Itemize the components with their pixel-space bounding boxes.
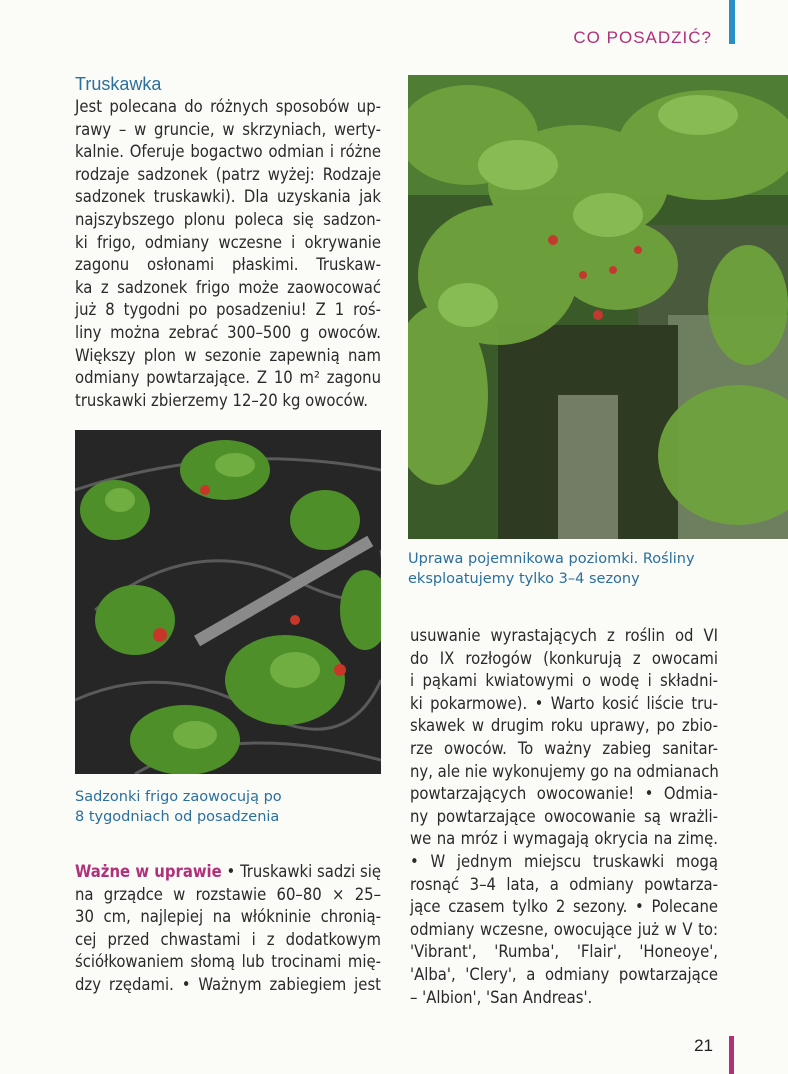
care-line: i pąkami kwiatowymi o wodę i składni- (410, 671, 718, 691)
care-lead: Ważne w uprawie (75, 862, 222, 881)
care-line-fragment: • Truskawki sadzi się (221, 862, 381, 881)
care-line: rze owoców. To ważny zabieg sanitar- (410, 738, 718, 758)
intro-line: odmiany powtarzające. Z 10 m² zagonu (75, 368, 381, 388)
care-line: ny powtarzające owocowanie są wrażli- (410, 806, 718, 826)
care-line: rosnąć 3–4 lata, a odmiany powtarza- (410, 874, 718, 894)
intro-line: Większy plon w sezonie zapewnią nam (75, 345, 381, 365)
care-line: jące czasem tylko 2 sezony. • Polecane (410, 897, 718, 917)
page-number: 21 (694, 1036, 713, 1055)
intro-line: ki frigo, odmiany wczesne i okrywanie (75, 232, 381, 252)
care-line: usuwanie wyrastających z roślin od VI (410, 626, 718, 645)
intro-line: zagonu osłonami płaskimi. Truskaw- (75, 255, 381, 275)
caption-line: eksploatujemy tylko 3–4 sezony (408, 570, 640, 587)
care-text-left (75, 861, 381, 997)
section-label: CO POSADZIĆ? (573, 28, 712, 47)
intro-line: truskawki zbierzemy 12–20 kg owoców. (75, 390, 369, 410)
intro-line: Jest polecana do różnych sposobów up- (75, 97, 381, 116)
intro-line: ka z sadzonek frigo może zaowocować (75, 277, 381, 297)
intro-text (75, 96, 381, 412)
care-line: 'Alba', 'Clery', a odmiany powtarzające (410, 964, 718, 984)
page-accent-bar (729, 1036, 734, 1074)
care-text-right (410, 625, 718, 1009)
care-line: – 'Albion', 'San Andreas'. (410, 987, 593, 1007)
intro-line: najszybszego plonu poleca się sadzon- (75, 209, 381, 229)
article-title: Truskawka (75, 74, 162, 94)
care-line: ściółkowaniem słomą lub trocinami mię- (75, 952, 381, 972)
frigo-strawberry-illustration (75, 430, 381, 774)
header-accent-bar (729, 0, 735, 44)
frigo-strawberry-photo (75, 430, 381, 774)
container-strawberry-illustration (408, 75, 788, 539)
left-photo-caption (75, 788, 375, 827)
intro-line: rawy – w gruncie, w skrzyniach, werty- (75, 119, 381, 139)
care-line: ki pokarmowe). • Warto kosić liście tru- (410, 693, 718, 713)
care-line: 'Vibrant', 'Rumba', 'Flair', 'Honeoye', (410, 942, 718, 962)
caption-line: Sadzonki frigo zaowocują po (75, 789, 282, 805)
caption-line: 8 tygodniach od posadzenia (75, 808, 280, 825)
care-first-line (75, 861, 381, 884)
care-line: 30 cm, najlepiej na włókninie chronią- (75, 907, 381, 927)
intro-line: liny można zebrać 300–500 g owoców. (75, 322, 381, 342)
care-line: do IX rozłogów (konkurują z owocami (410, 648, 718, 668)
intro-line: rodzaje sadzonek (patrz wyżej: Rodzaje (75, 164, 381, 184)
care-line: odmiany wczesne, owocujące już w V to: (410, 919, 718, 939)
care-line: powtarzających owocowanie! • Odmia- (410, 784, 718, 804)
care-line: we na mróz i wymagają okrycia na zimę. (410, 829, 718, 849)
container-strawberry-photo (408, 75, 788, 539)
intro-line: już 8 tygodni po posadzeniu! Z 1 roś- (75, 300, 381, 320)
caption-line: Uprawa pojemnikowa poziomki. Rośliny (408, 551, 695, 567)
care-line: dzy rzędami. • Ważnym zabiegiem jest (75, 974, 381, 994)
intro-line: kalnie. Oferuje bogactwo odmian i różne (75, 142, 381, 162)
right-photo-caption (408, 550, 708, 589)
care-line: ny, ale nie wykonujemy go na odmianach (410, 761, 719, 781)
care-line: cej przed chwastami i z dodatkowym (75, 929, 381, 949)
care-line: skawek w drugim roku uprawy, po zbio- (410, 716, 718, 736)
care-line: • W jednym miejscu truskawki mogą (410, 851, 718, 871)
intro-line: sadzonek truskawki). Dla uzyskania jak (75, 187, 381, 207)
care-line: na grządce w rozstawie 60–80 × 25– (75, 884, 381, 904)
